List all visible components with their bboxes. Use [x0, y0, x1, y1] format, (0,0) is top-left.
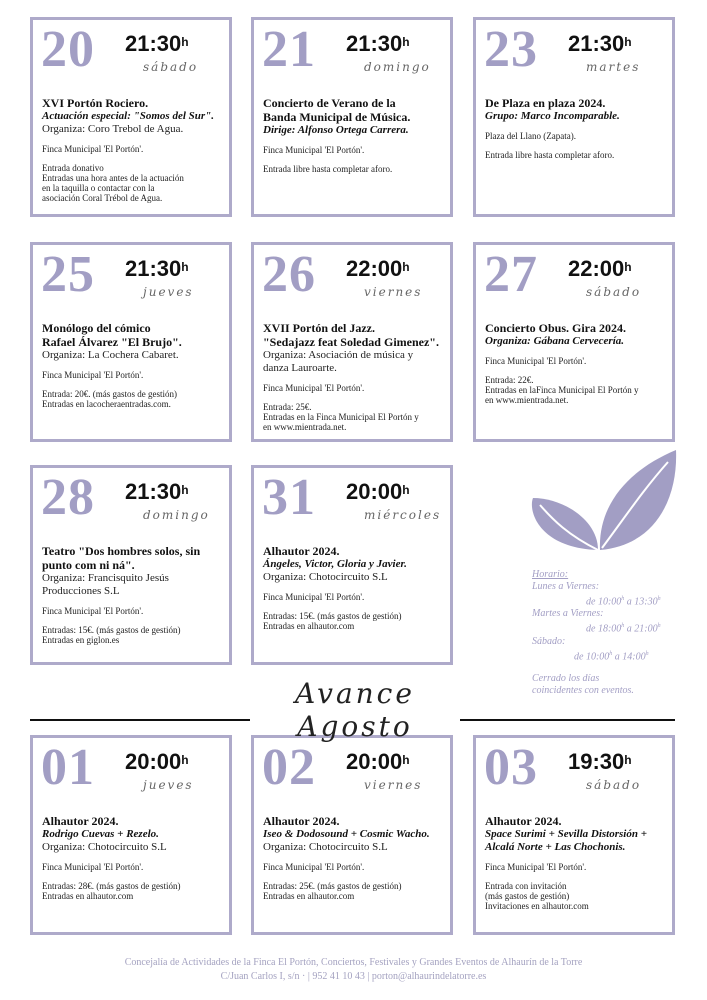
event-title: punto com ni ná". — [42, 558, 135, 572]
event-card — [251, 735, 453, 935]
event-venue: Finca Municipal 'El Portón'. — [263, 862, 365, 872]
event-entry: Entradas una hora antes de la actuación — [42, 173, 184, 183]
event-title: Alhautor 2024. — [485, 814, 562, 828]
event-day: 25 — [41, 246, 95, 303]
event-day: 26 — [262, 246, 316, 303]
event-time: 20:00$^h$ — [346, 479, 410, 504]
event-organizer: Producciones S.L — [42, 585, 120, 597]
event-card — [251, 242, 453, 442]
event-day: 02 — [262, 739, 316, 796]
event-time: 22:00$^h$ — [568, 256, 632, 281]
event-entry: Entrada libre hasta completar aforo. — [485, 150, 615, 160]
event-time: 21:30$^h$ — [125, 31, 189, 56]
event-entry: Entradas en alhautor.com — [263, 891, 355, 901]
event-time: 22:00$^h$ — [346, 256, 410, 281]
event-weekday: domingo — [143, 508, 210, 522]
event-title: Concierto Obus. Gira 2024. — [485, 321, 626, 335]
event-entry: Entradas en alhautor.com — [42, 891, 134, 901]
event-venue: Plaza del Llano (Zapata). — [485, 131, 576, 141]
event-entry: Entrada con invitación — [485, 881, 567, 891]
event-card — [473, 735, 675, 935]
event-time: 21:30$^h$ — [346, 31, 410, 56]
event-subtitle: Organiza: Gábana Cervecería. — [485, 335, 625, 347]
event-time: 20:00$^h$ — [346, 749, 410, 774]
hours-closed: Cerrado los días — [532, 672, 600, 684]
event-day: 20 — [41, 21, 95, 78]
footer-line: Concejalía de Actividades de la Finca El Portón, Conciertos, Festivales y Grandes Eventos de Alhaurín de la Torre — [124, 957, 583, 968]
event-title: Alhautor 2024. — [263, 814, 340, 828]
event-day: 03 — [484, 739, 538, 796]
event-time: 21:30$^h$ — [125, 479, 189, 504]
event-weekday: sábado — [586, 285, 642, 299]
event-title: Teatro "Dos hombres solos, sin — [42, 544, 201, 558]
event-weekday: martes — [586, 60, 641, 74]
event-title: Banda Municipal de Música. — [263, 110, 411, 124]
divider — [30, 719, 250, 721]
event-entry: Entradas en alhautor.com — [263, 621, 355, 631]
event-entry: Entrada donativo — [42, 163, 104, 173]
event-title: XVII Portón del Jazz. — [263, 321, 375, 335]
event-entry: asociación Coral Trébol de Agua. — [42, 193, 163, 203]
event-entry: Entradas: 15€. (más gastos de gestión) — [42, 625, 181, 635]
event-day: 23 — [484, 21, 538, 78]
event-time: 20:00$^h$ — [125, 749, 189, 774]
event-entry: Entradas: 25€. (más gastos de gestión) — [263, 881, 402, 891]
event-venue: Finca Municipal 'El Portón'. — [42, 144, 144, 154]
event-venue: Finca Municipal 'El Portón'. — [42, 370, 144, 380]
event-subtitle: Space Surimi + Sevilla Distorsión + — [485, 828, 647, 840]
event-entry: Entrada: 25€. — [263, 402, 312, 412]
event-card — [251, 17, 453, 217]
event-subtitle: Ángeles, Victor, Gloria y Javier. — [263, 558, 407, 570]
event-organizer: danza Lauroarte. — [263, 362, 337, 374]
event-day: 31 — [262, 469, 316, 526]
footer-contact: C/Juan Carlos I, s/n · | 952 41 10 43 | porton@alhaurindelatorre.es — [220, 971, 487, 982]
event-title: Concierto de Verano de la — [263, 96, 396, 110]
event-entry: Entradas: 15€. (más gastos de gestión) — [263, 611, 402, 621]
event-entry: Entradas en lacocheraentradas.com. — [42, 399, 171, 409]
event-time: 19:30$^h$ — [568, 749, 632, 774]
event-card — [473, 242, 675, 442]
event-organizer: Organiza: Asociación de música y — [263, 349, 414, 361]
event-time: 21:30$^h$ — [125, 256, 189, 281]
event-weekday: sábado — [586, 778, 642, 792]
hours-line: Lunes a Viernes: — [532, 581, 600, 592]
event-entry: en www.mientrada.net. — [263, 422, 347, 432]
event-weekday: miércoles — [364, 508, 442, 522]
event-subtitle: Rodrigo Cuevas + Rezelo. — [42, 828, 159, 840]
event-title: Rafael Álvarez "El Brujo". — [42, 335, 182, 349]
event-entry: en la taquilla o contactar con la — [42, 183, 155, 193]
event-subtitle: Grupo: Marco Incomparable. — [485, 110, 620, 122]
event-day: 28 — [41, 469, 95, 526]
event-card — [30, 242, 232, 442]
event-subtitle: Iseo & Dodosound + Cosmic Wacho. — [263, 828, 430, 840]
event-card — [30, 17, 232, 217]
event-weekday: jueves — [143, 778, 194, 792]
event-day: 21 — [262, 21, 316, 78]
event-venue: Finca Municipal 'El Portón'. — [42, 606, 144, 616]
event-weekday: jueves — [143, 285, 194, 299]
event-weekday: domingo — [364, 60, 431, 74]
event-day: 27 — [484, 246, 538, 303]
event-weekday: viernes — [364, 285, 423, 299]
section-title: Avance Agosto — [295, 677, 415, 743]
event-card — [251, 465, 453, 665]
event-venue: Finca Municipal 'El Portón'. — [485, 862, 587, 872]
event-title: Monólogo del cómico — [42, 321, 151, 335]
event-venue: Finca Municipal 'El Portón'. — [485, 356, 587, 366]
event-entry: (más gastos de gestión) — [485, 891, 570, 901]
hours-line: Sábado: — [532, 635, 566, 647]
leaf-icon — [528, 450, 678, 560]
event-entry: Entrada: 22€. — [485, 375, 534, 385]
event-card — [30, 735, 232, 935]
event-weekday: viernes — [364, 778, 423, 792]
event-subtitle: Alcalá Norte + Las Chochonis. — [485, 841, 626, 853]
event-card — [473, 17, 675, 217]
event-entry: Entrada: 20€. (más gastos de gestión) — [42, 389, 177, 399]
event-venue: Finca Municipal 'El Portón'. — [263, 145, 365, 155]
event-venue: Finca Municipal 'El Portón'. — [263, 592, 365, 602]
event-weekday: sábado — [143, 60, 199, 74]
event-organizer: Organiza: Francisquito Jesús — [42, 572, 169, 584]
event-organizer: Organiza: Coro Trebol de Agua. — [42, 123, 184, 135]
event-organizer: Organiza: La Cochera Cabaret. — [42, 349, 179, 361]
event-day: 01 — [41, 739, 95, 796]
event-entry: Entrada libre hasta completar aforo. — [263, 164, 393, 174]
event-title: Alhautor 2024. — [42, 814, 119, 828]
hours-line: Martes a Viernes: — [532, 608, 604, 620]
event-entry: Entradas en laFinca Municipal El Portón y — [485, 385, 639, 395]
event-entry: Entradas en la Finca Municipal El Portón y — [263, 412, 419, 422]
event-title: De Plaza en plaza 2024. — [485, 96, 606, 110]
hours-title: Horario: — [532, 569, 569, 580]
event-title: Alhautor 2024. — [263, 544, 340, 558]
event-time: 21:30$^h$ — [568, 31, 632, 56]
event-subtitle: Dirige: Alfonso Ortega Carrera. — [263, 124, 409, 136]
event-entry: Invitaciones en alhautor.com — [485, 901, 589, 911]
event-subtitle: Actuación especial: "Somos del Sur". — [42, 110, 215, 122]
event-venue: Finca Municipal 'El Portón'. — [263, 383, 365, 393]
event-entry: Entradas en giglon.es — [42, 635, 120, 645]
divider — [460, 719, 675, 721]
event-entry: Entradas: 28€. (más gastos de gestión) — [42, 881, 181, 891]
event-entry: en www.mientrada.net. — [485, 395, 569, 405]
event-title: XVI Portón Rociero. — [42, 96, 149, 110]
event-title: "Sedajazz feat Soledad Gimenez". — [263, 335, 439, 349]
event-organizer: Organiza: Chotocircuito S.L — [42, 841, 167, 853]
event-venue: Finca Municipal 'El Portón'. — [42, 862, 144, 872]
event-organizer: Organiza: Chotocircuito S.L — [263, 841, 388, 853]
opening-hours: Horario: Lunes a Viernes: de 10:00$^h$ a 13:30$^h$ Martes a Viernes: de 18:00$^h$ a 21:00$^h$ Sábado: de 10:00$^h$ a 14:00$^h$ Cerrado los días coincidentes con eventos. — [532, 569, 692, 697]
event-card — [30, 465, 232, 665]
hours-closed: coincidentes con eventos. — [532, 684, 634, 696]
event-organizer: Organiza: Chotocircuito S.L — [263, 571, 388, 583]
